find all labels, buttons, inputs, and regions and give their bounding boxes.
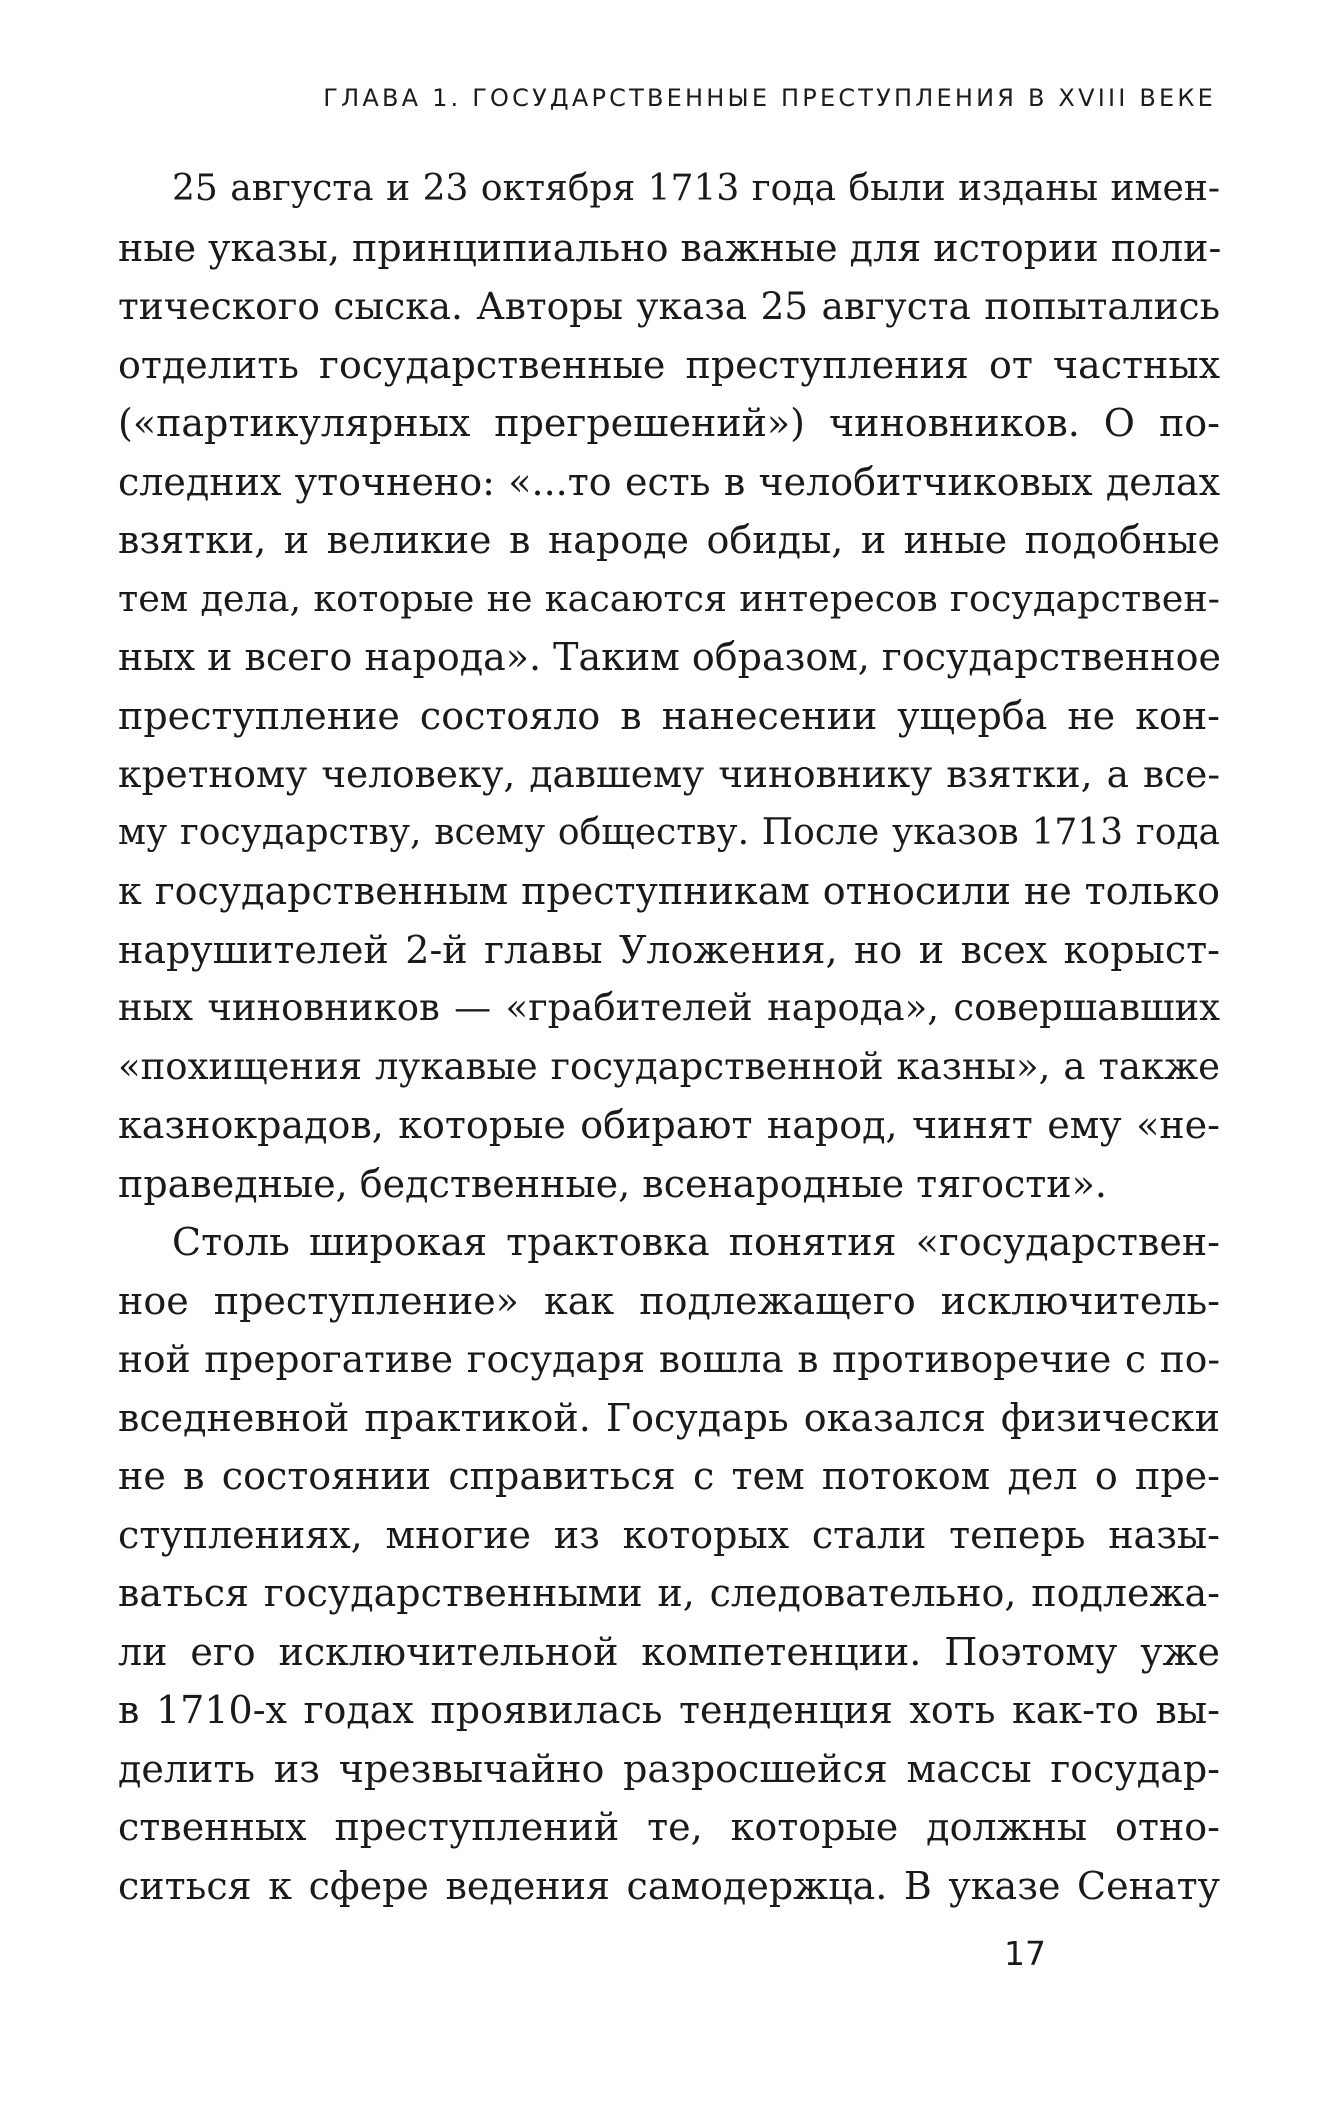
text-line: ли его исключительной компетенции. Поэтому уже	[118, 1629, 1220, 1674]
paragraph-2	[118, 1213, 1220, 1915]
text-line: ных и всего народа». Таким образом, государственное	[118, 635, 1221, 679]
text-line: ные указы, принципиально важные для истории поли-	[118, 225, 1222, 270]
text-line: вседневной практикой. Государь оказался физически	[118, 1395, 1220, 1440]
text-line: ное преступление» как подлежащего исключитель-	[118, 1278, 1220, 1323]
text-line: преступление состояло в нанесении ущерба не кон-	[118, 693, 1220, 738]
text-line: делить из чрезвычайно разросшейся массы государ-	[118, 1746, 1220, 1791]
text-line: («партикулярных прегрешений») чиновников. О по-	[118, 401, 1220, 445]
page-number: 17	[1004, 1934, 1046, 1973]
text-line: не в состоянии справиться с тем потоком дел о пре-	[118, 1454, 1220, 1498]
text-line: ситься к сфере ведения самодержца. В указе Сенату	[118, 1863, 1220, 1908]
text-line: му государству, всему обществу. После указов 1713 года	[118, 811, 1220, 853]
text-line: следних уточнено: «...то есть в челобитчиковых делах	[118, 459, 1220, 504]
text-line: Столь широкая трактовка понятия «государствен-	[172, 1220, 1220, 1264]
text-line: тем дела, которые не касаются интересов государствен-	[118, 576, 1220, 620]
text-line: кретному человеку, давшему чиновнику взятки, а все-	[118, 752, 1220, 796]
text-line: ваться государственными и, следовательно, подлежа-	[118, 1571, 1220, 1615]
text-line: казнокрадов, которые обирают народ, чинят ему «не-	[118, 1103, 1220, 1147]
text-line: отделить государственные преступления от частных	[118, 342, 1220, 387]
text-line: ственных преступлений те, которые должны отно-	[118, 1805, 1220, 1849]
paragraph-1	[118, 160, 1220, 1213]
text-line: в 1710-х годах проявилась тенденция хоть как-то вы-	[118, 1688, 1220, 1732]
text-line: ступлениях, многие из которых стали теперь назы-	[118, 1512, 1220, 1557]
text-line: 25 августа и 23 октября 1713 года были изданы имен-	[172, 168, 1220, 209]
text-line: к государственным преступникам относили не только	[118, 869, 1220, 913]
text-line: праведные, бедственные, всенародные тягости».	[118, 1161, 1107, 1206]
text-line: «похищения лукавые государственной казны», а также	[118, 1044, 1220, 1088]
text-line: взятки, и великие в народе обиды, и иные подобные	[118, 518, 1220, 562]
text-line: ной прерогативе государя вошла в противоречие с по-	[118, 1337, 1220, 1381]
running-header: ГЛАВА 1. ГОСУДАРСТВЕННЫЕ ПРЕСТУПЛЕНИЯ В XVIII ВЕКЕ	[323, 84, 1216, 112]
text-line: нарушителей 2-й главы Уложения, но и всех корыст-	[118, 927, 1220, 972]
text-line: тического сыска. Авторы указа 25 августа попытались	[118, 284, 1220, 328]
body-text	[118, 160, 1220, 1915]
text-line: ных чиновников — «грабителей народа», совершавших	[118, 986, 1220, 1029]
